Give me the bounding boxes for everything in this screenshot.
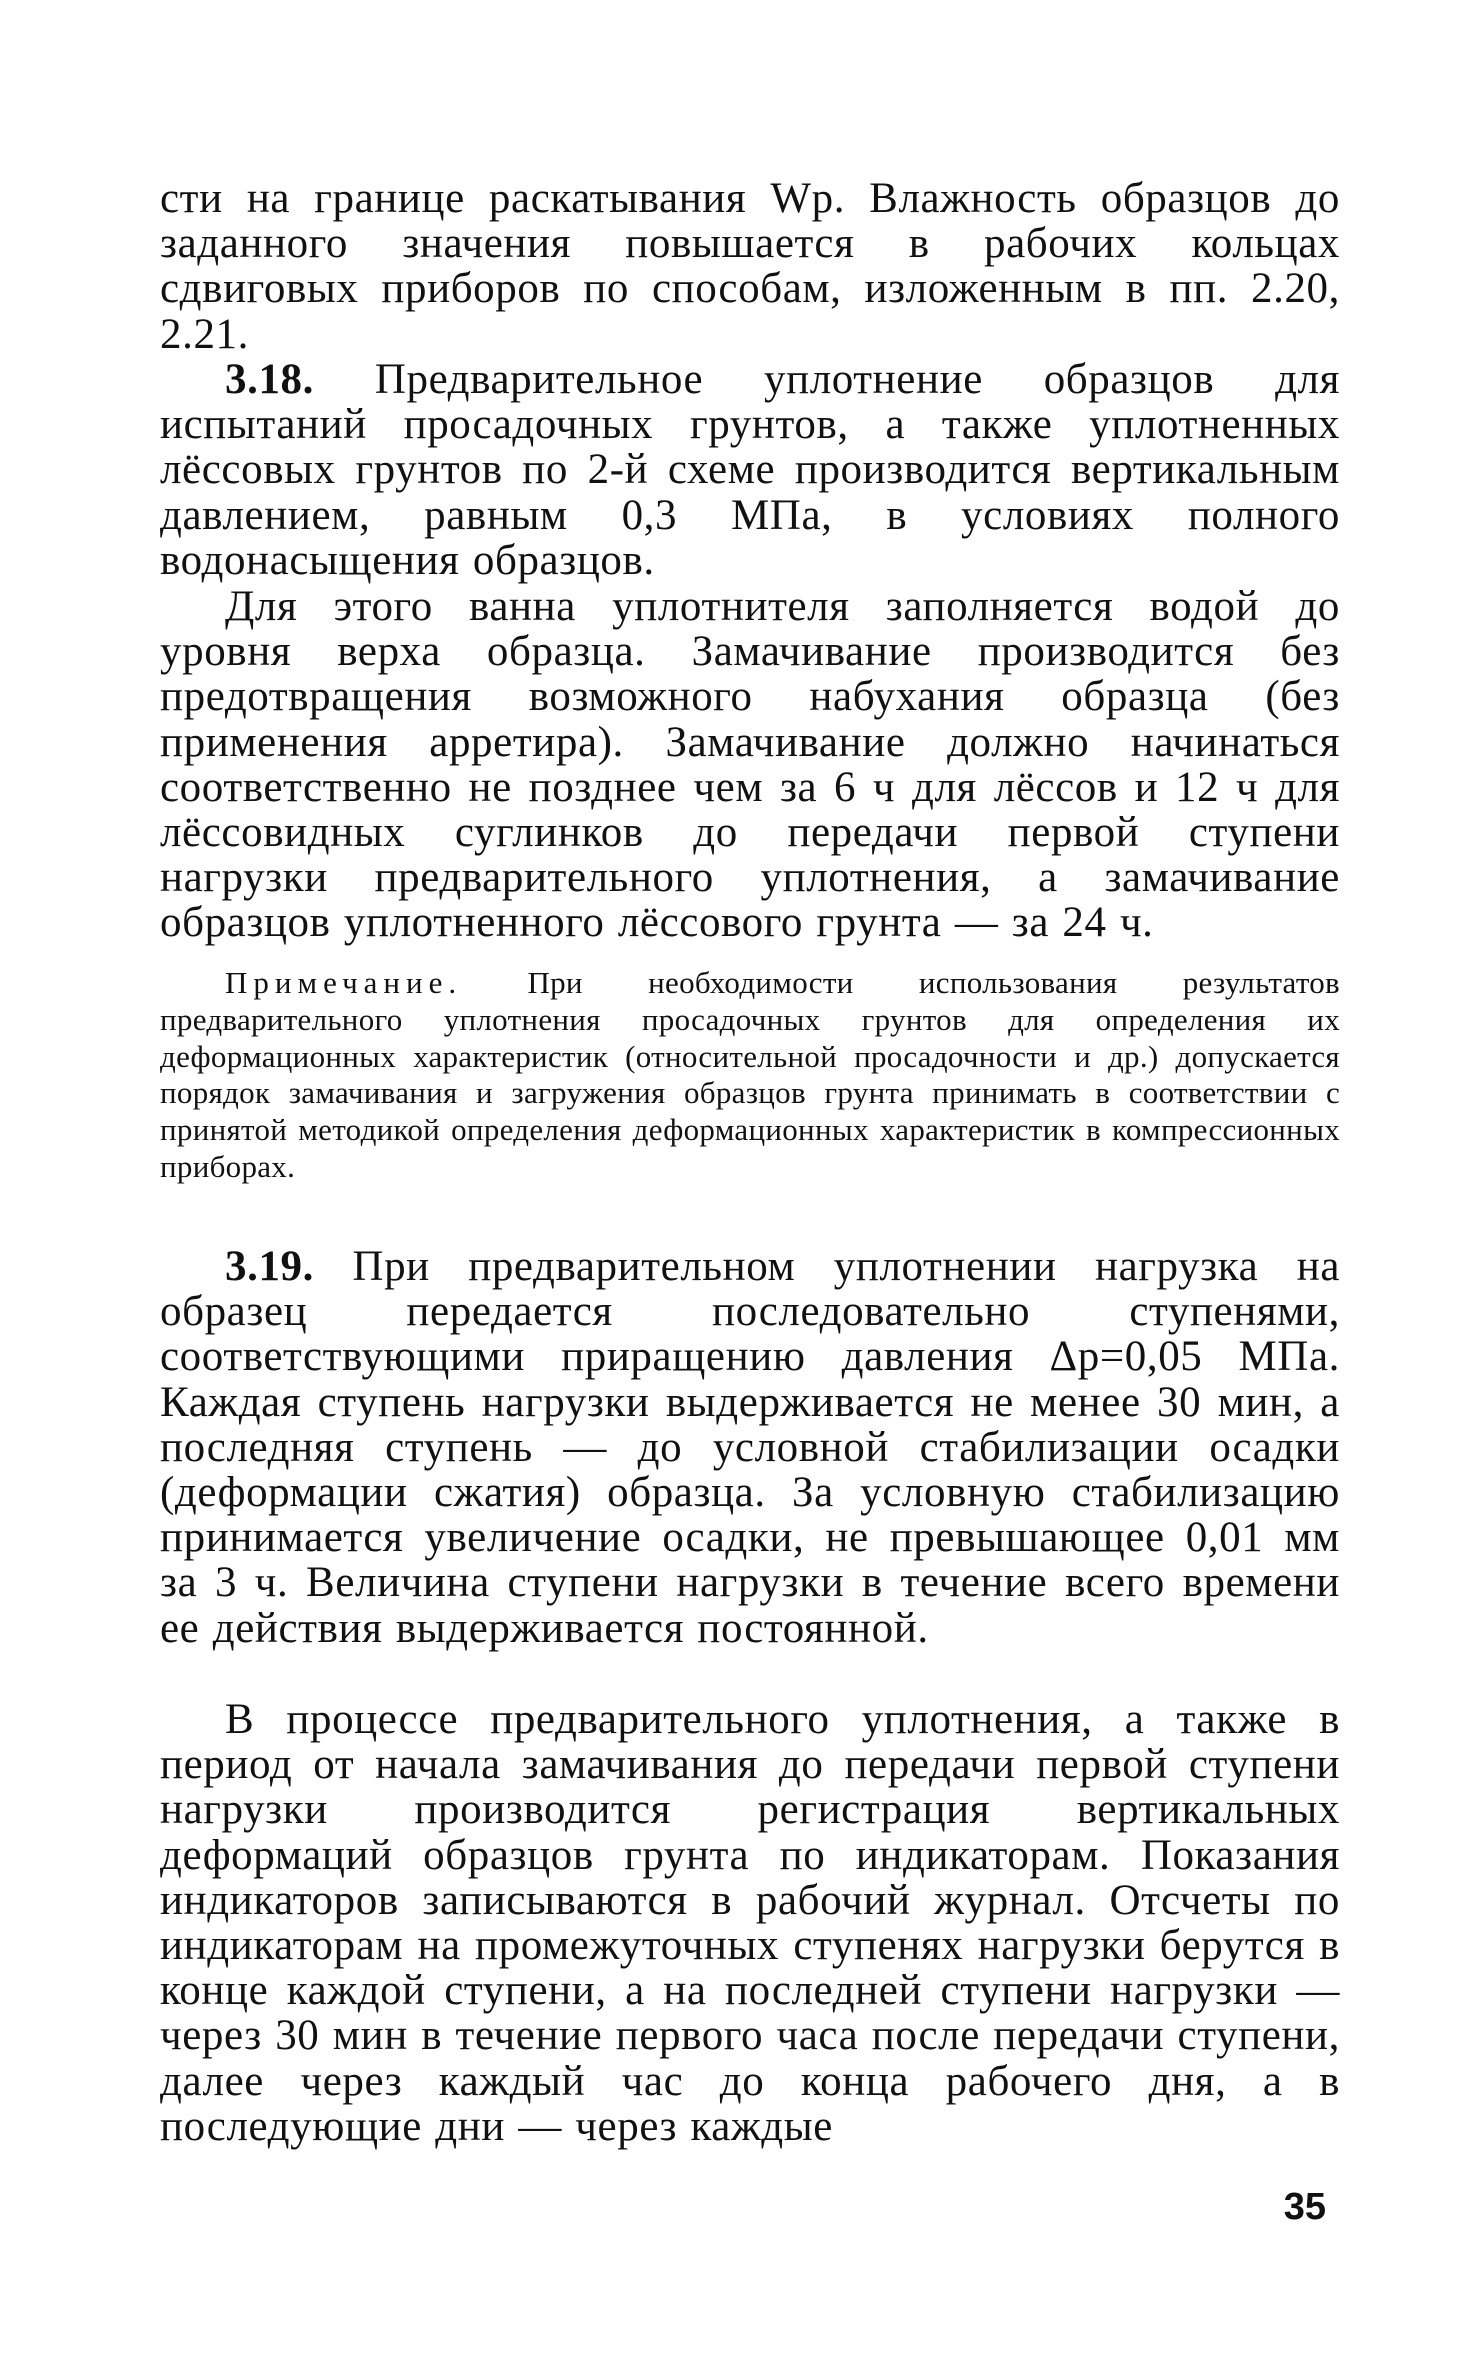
section-text: При предварительном уплотнении нагрузка на образец передается последовательно ступенями, соответствующими приращению давления Δp=0,05 МПа. Каждая ступень нагрузки выдерживается не менее 30 мин, а последняя ступень — до условной стабилизации осадки (деформации сжатия) образца. За условную стабилизацию принимается увеличение осадки, не превышающее 0,01 мм за 3 ч. Величина ступени нагрузки в течение всего времени ее действия выдерживается постоянной.: [160, 1243, 1340, 1652]
paragraph-registration: [160, 1697, 1340, 2149]
paragraph-text: Для этого ванна уплотнителя заполняется водой до уровня верха образца. Замачивание производится без предотвращения возможного набухания образца (без применения арретира). Замачивание должно начинаться соответственно не позднее чем за 6 ч для лёссов и 12 ч для лёссовидных суглинков до передачи первой ступени нагрузки предварительного уплотнения, а замачивание образцов уплотненного лёссового грунта — за 24 ч.: [160, 583, 1340, 947]
paragraph-continuation: [160, 176, 1340, 357]
paragraph-text: [160, 1244, 1340, 1651]
paragraph-text: [160, 357, 1340, 583]
section-text: Предварительное уплотнение образцов для испытаний просадочных грунтов, а также уплотненных лёссовых грунтов по 2-й схеме производится вертикальным давлением, равным 0,3 МПа, в условиях полного водонасыщения образцов.: [160, 356, 1340, 584]
paragraph-text: сти на границе раскатывания Wр. Влажность образцов до заданного значения повышается в рабочих кольцах сдвиговых приборов по способам, изложенным в пп. 2.20, 2.21.: [160, 175, 1340, 358]
note-body: При необходимости использования результатов предварительного уплотнения просадочных грунтов для определения их деформационных характеристик (относительной просадочности и др.) допускается порядок замачивания и загружения образцов грунта принимать в соответствии с принятой методикой определения деформационных характеристик в компрессионных приборах.: [160, 965, 1340, 1184]
section-3-18: [160, 357, 1340, 583]
section-3-19: [160, 1244, 1340, 1651]
paragraph-soaking: [160, 584, 1340, 946]
note-label: Примечание.: [225, 965, 463, 1000]
note-block: [160, 965, 1340, 1186]
section-number: 3.18.: [225, 356, 314, 403]
paragraph-text: В процессе предварительного уплотнения, а также в период от начала замачивания до передачи первой ступени нагрузки производится регистрация вертикальных деформаций образцов грунта по индикаторам. Показания индикаторов записываются в рабочий журнал. Отсчеты по индикаторам на промежуточных ступенях нагрузки берутся в конце каждой ступени, а на последней ступени нагрузки — через 30 мин в течение первого часа после передачи ступени, далее через каждый час до конца рабочего дня, а в последующие дни — через каждые: [160, 1696, 1340, 2150]
page-number: 35: [1283, 2186, 1326, 2228]
note-text: [160, 965, 1340, 1186]
section-number: 3.19.: [225, 1243, 314, 1290]
